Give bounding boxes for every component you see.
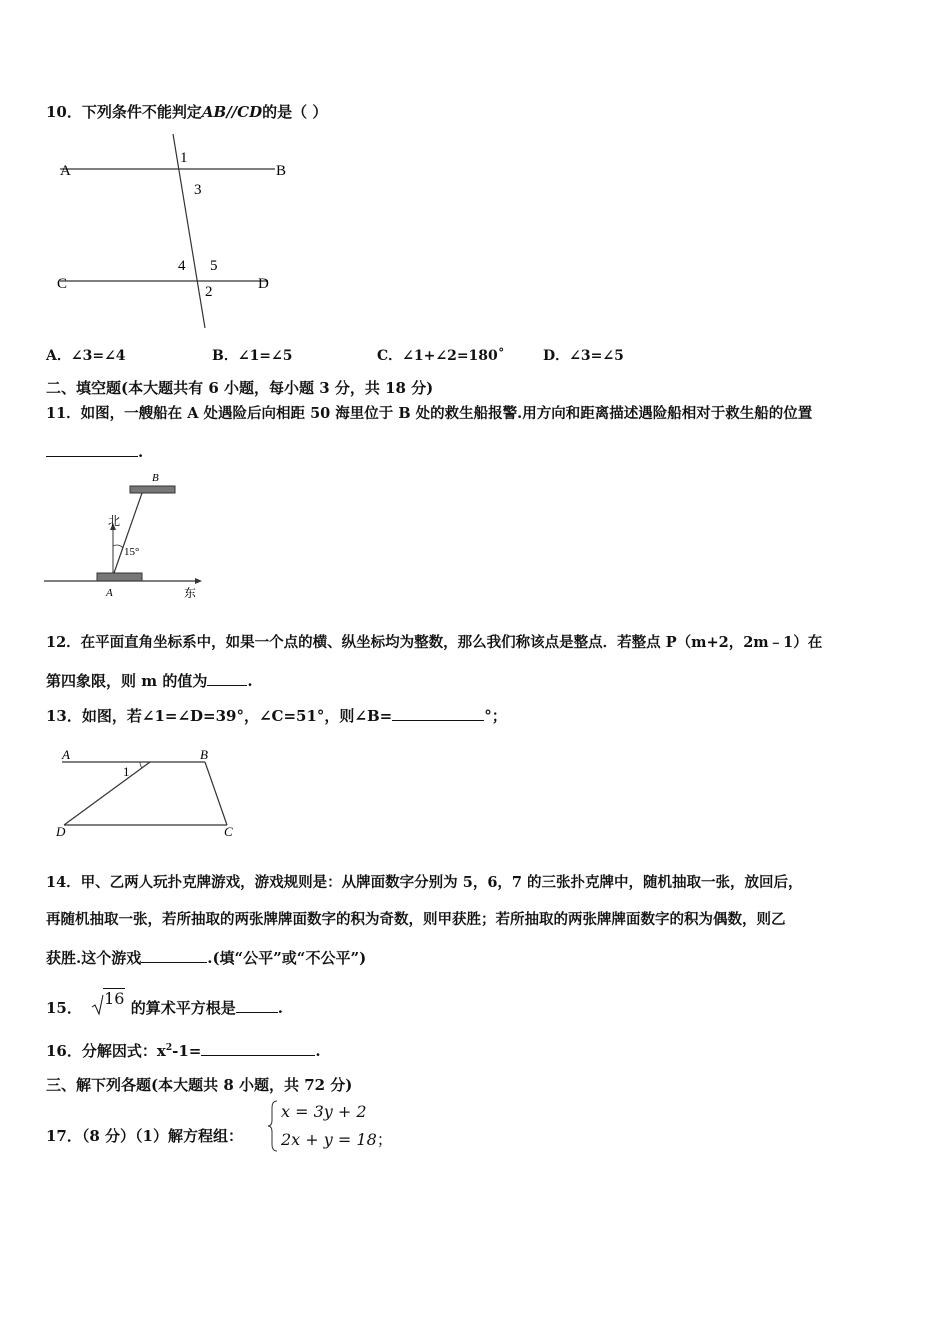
angle-1-arc bbox=[140, 762, 142, 768]
q11-label-a: A bbox=[106, 587, 113, 599]
transversal-line bbox=[173, 134, 205, 328]
angle-label-2: 2 bbox=[205, 284, 213, 300]
q14-line3-prefix: 获胜.这个游戏 bbox=[46, 949, 142, 967]
q13-label-c: C bbox=[224, 824, 233, 839]
q16-mid: -1= bbox=[172, 1042, 202, 1060]
q16-exponent: 2 bbox=[165, 1043, 173, 1053]
q10-option-d: D．∠3=∠5 bbox=[543, 348, 624, 364]
q15-text: 的算术平方根是 bbox=[130, 999, 236, 1017]
q15-number: 15． bbox=[46, 999, 82, 1017]
angle-label-3: 3 bbox=[194, 182, 202, 198]
section2-title: 二、填空题(本大题共有 6 小题，每小题 3 分，共 18 分) bbox=[46, 379, 434, 397]
q11-label-b: B bbox=[152, 472, 159, 484]
q15-stem bbox=[46, 989, 283, 1018]
label-a: A bbox=[60, 163, 71, 179]
q10-stem-math: AB//CD bbox=[201, 103, 263, 121]
q12-line2 bbox=[46, 671, 253, 691]
q15-answer-blank bbox=[236, 998, 278, 1013]
q16-end: . bbox=[315, 1042, 321, 1060]
label-d: D bbox=[258, 276, 269, 292]
q11-figure bbox=[40, 468, 210, 608]
q17-equation-2 bbox=[281, 1130, 393, 1150]
q17-equation-2-text: 2x + y = 18 bbox=[281, 1130, 377, 1149]
q16-answer-blank bbox=[201, 1041, 315, 1056]
q14-answer-blank bbox=[141, 948, 207, 963]
q12-answer-blank bbox=[207, 671, 247, 686]
q13-answer-blank bbox=[392, 706, 484, 721]
q11-end: . bbox=[138, 443, 144, 461]
q10-stem-prefix: 10．下列条件不能判定 bbox=[46, 103, 202, 121]
east-arrow-icon bbox=[195, 578, 202, 584]
q10-stem bbox=[46, 102, 327, 122]
label-b: B bbox=[276, 163, 287, 179]
q12-line2-suffix: . bbox=[247, 672, 253, 690]
angle-label-4: 4 bbox=[178, 258, 186, 274]
q13-label-b: B bbox=[200, 747, 208, 762]
q10-figure bbox=[40, 130, 310, 335]
line-a-to-b bbox=[114, 493, 142, 573]
q17-end: ； bbox=[376, 1130, 393, 1149]
q14-line3 bbox=[46, 948, 366, 968]
q11-text: 11．如图，一艘船在 A 处遇险后向相距 50 海里位于 B 处的救生船报警.用方向和距离描述遇险船相对于救生船的位置 bbox=[46, 405, 813, 422]
q14-line1: 14．甲、乙两人玩扑克牌游戏，游戏规则是：从牌面数字分别为 5，6，7 的三张扑克牌中，随机抽取一张，放回后， bbox=[46, 874, 803, 891]
segment-bc bbox=[205, 762, 227, 825]
q10-option-c: C．∠1+∠2=180˚ bbox=[377, 348, 505, 364]
q11-answer-blank bbox=[46, 442, 138, 457]
distress-ship-a bbox=[97, 573, 142, 581]
q12-line1: 12．在平面直角坐标系中，如果一个点的横、纵坐标均为整数，那么我们称该点是整点．若整点 P（m+2，2m﹣1）在 bbox=[46, 634, 823, 651]
q10-option-a: A．∠3=∠4 bbox=[46, 348, 126, 364]
q14-line2: 再随机抽取一张，若所抽取的两张牌牌面数字的积为奇数，则甲获胜；若所抽取的两张牌牌面数字的积为偶数，则乙 bbox=[46, 911, 786, 928]
q14-line3-suffix: .(填“公平”或“不公平”) bbox=[207, 949, 367, 967]
q16-prefix: 16．分解因式：x bbox=[46, 1042, 166, 1060]
angle-label-5: 5 bbox=[210, 258, 218, 274]
q10-option-b: B．∠1=∠5 bbox=[212, 348, 293, 364]
q16-stem bbox=[46, 1041, 321, 1061]
q13-stem bbox=[46, 706, 507, 726]
angle-label-1: 1 bbox=[180, 150, 188, 166]
q11-answer bbox=[46, 442, 143, 462]
segment-diagonal bbox=[64, 762, 150, 825]
q15-radicand: 16 bbox=[104, 989, 125, 1008]
q17-equation-1: x = 3y + 2 bbox=[281, 1102, 367, 1121]
angle-arc bbox=[113, 545, 123, 548]
brace-icon bbox=[267, 1100, 279, 1152]
q13-label-a: A bbox=[62, 747, 70, 762]
label-c: C bbox=[57, 276, 68, 292]
q11-label-north: 北 bbox=[108, 514, 121, 528]
q10-stem-suffix: 的是（ ） bbox=[262, 103, 328, 121]
q15-end: . bbox=[277, 999, 283, 1017]
q12-line2-prefix: 第四象限，则 m 的值为 bbox=[46, 672, 208, 690]
q13-prefix: 13．如图，若∠1=∠D=39°，∠C=51°，则∠B= bbox=[46, 707, 393, 725]
q13-label-1: 1 bbox=[123, 764, 130, 779]
q13-label-d: D bbox=[56, 824, 66, 839]
q17-stem: 17．（8 分）（1）解方程组： bbox=[46, 1127, 243, 1145]
section3-title: 三、解下列各题(本大题共 8 小题，共 72 分) bbox=[46, 1076, 353, 1094]
q11-label-angle: 15° bbox=[124, 546, 140, 558]
q11-label-east: 东 bbox=[184, 586, 197, 600]
q13-suffix: °； bbox=[484, 707, 507, 725]
q13-figure bbox=[50, 742, 250, 842]
rescue-ship-b bbox=[130, 486, 175, 493]
